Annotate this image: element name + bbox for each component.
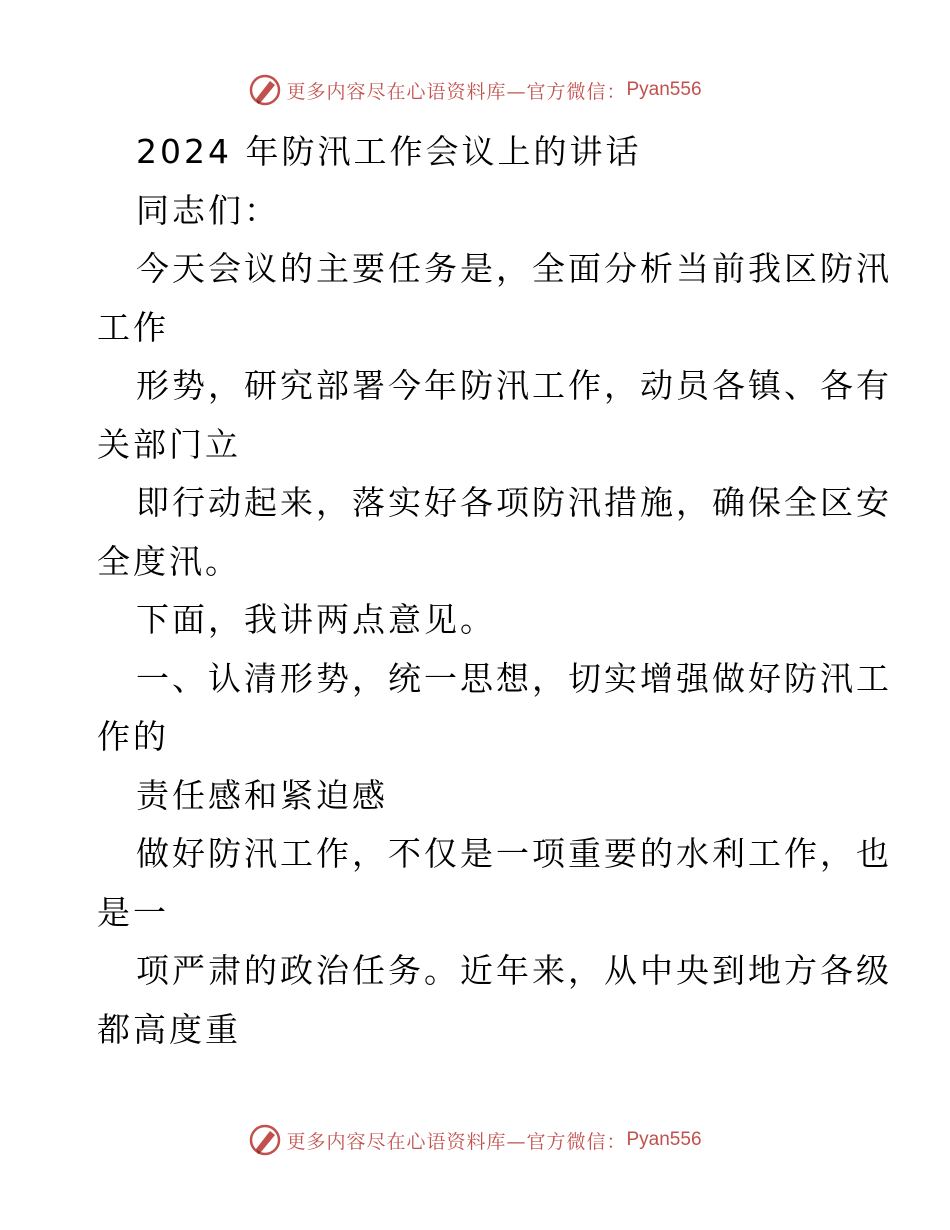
section-heading-line: 作的 xyxy=(97,717,169,756)
paragraph-line: 都高度重 xyxy=(97,1009,241,1049)
footer-banner xyxy=(0,1120,950,1160)
paragraph-line: 即行动起来，落实好各项防汛措施，确保全区安 xyxy=(136,483,892,522)
paragraph-line: 做好防汛工作，不仅是一项重要的水利工作，也 xyxy=(136,834,892,873)
speech-body xyxy=(97,123,892,1059)
pen-logo-icon xyxy=(248,1123,282,1157)
paragraph-line: 是一 xyxy=(97,892,169,932)
section-heading-line: 一、认清形势，统一思想，切实增强做好防汛工 xyxy=(136,658,892,698)
salutation: 同志们： xyxy=(136,190,280,230)
paragraph-line: 今天会议的主要任务是，全面分析当前我区防汛 xyxy=(136,249,892,288)
paragraph-line: 全度汛。 xyxy=(97,541,241,581)
paragraph-line: 下面，我讲两点意见。 xyxy=(136,600,496,639)
speech-title: 2024 年防汛工作会议上的讲话 xyxy=(136,132,642,171)
wechat-id: Pyan556 xyxy=(626,1129,702,1150)
paragraph-line: 项严肃的政治任务。近年来，从中央到地方各级 xyxy=(136,951,892,990)
banner-text: 更多内容尽在心语资料库—官方微信： xyxy=(286,80,627,103)
paragraph-line: 关部门立 xyxy=(97,424,241,464)
banner-text: 更多内容尽在心语资料库—官方微信： xyxy=(286,1130,627,1153)
section-heading-line: 责任感和紧迫感 xyxy=(136,775,388,815)
header-banner xyxy=(0,70,950,110)
wechat-id: Pyan556 xyxy=(626,79,702,100)
paragraph-line: 工作 xyxy=(97,307,169,347)
pen-logo-icon xyxy=(248,73,282,107)
paragraph-line: 形势，研究部署今年防汛工作，动员各镇、各有 xyxy=(136,366,892,405)
